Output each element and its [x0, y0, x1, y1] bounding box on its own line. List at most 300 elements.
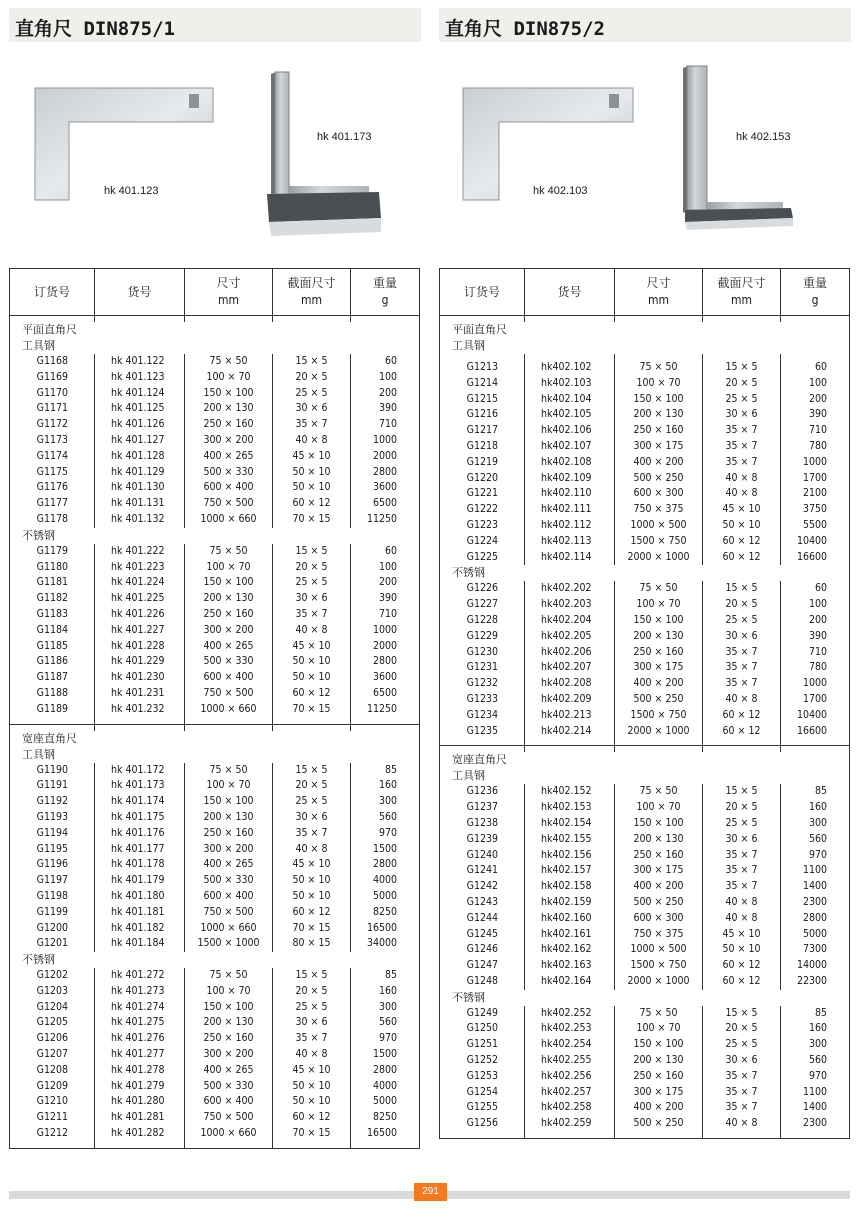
header-section: 截面尺寸 mm	[273, 269, 351, 316]
dimension: 250 × 160	[185, 607, 273, 623]
cross-section: 80 × 15	[273, 936, 351, 952]
cross-section: 30 × 6	[703, 629, 781, 645]
dimension: 200 × 130	[185, 1015, 273, 1031]
dimension: 250 × 160	[185, 417, 273, 433]
item-number: hk402.207	[525, 660, 615, 676]
item-number: hk 401.128	[95, 449, 185, 465]
cross-section: 30 × 6	[273, 1015, 351, 1031]
order-number: G1244	[440, 911, 525, 927]
order-number: G1195	[10, 842, 95, 858]
cross-section: 50 × 10	[703, 518, 781, 534]
header-size: 尺寸 mm	[615, 269, 703, 316]
cross-section: 15 × 5	[273, 544, 351, 560]
weight: 60	[384, 544, 397, 557]
item-number: hk 401.272	[95, 968, 185, 984]
cross-section: 70 × 15	[273, 1126, 351, 1142]
weight: 970	[808, 848, 827, 861]
table-row	[10, 1094, 420, 1110]
item-number: hk 401.184	[95, 936, 185, 952]
table-row	[440, 471, 850, 487]
item-number: hk402.155	[525, 832, 615, 848]
dimension: 400 × 200	[615, 1100, 703, 1116]
weight: 2000	[372, 449, 397, 462]
weight: 1000	[802, 677, 827, 690]
table-row	[10, 1047, 420, 1063]
order-number: G1222	[440, 502, 525, 518]
dimension: 75 × 50	[615, 1006, 703, 1022]
table-row	[440, 597, 850, 613]
table-row	[10, 1063, 420, 1079]
spacer-row	[440, 1132, 850, 1139]
item-number: hk 401.182	[95, 921, 185, 937]
dimension: 250 × 160	[615, 1069, 703, 1085]
order-number: G1217	[440, 423, 525, 439]
table-row	[10, 670, 420, 686]
dimension: 750 × 500	[185, 686, 273, 702]
weight: 16500	[366, 1127, 397, 1140]
table-row	[440, 832, 850, 848]
item-number: hk 401.282	[95, 1126, 185, 1142]
item-number: hk402.252	[525, 1006, 615, 1022]
cross-section: 40 × 8	[273, 842, 351, 858]
weight: 4000	[372, 874, 397, 887]
order-number: G1190	[10, 763, 95, 779]
cross-section: 45 × 10	[273, 857, 351, 873]
weight: 16600	[796, 550, 827, 563]
order-number: G1225	[440, 550, 525, 566]
weight: 60	[814, 582, 827, 595]
table-row	[440, 895, 850, 911]
table-row	[10, 1015, 420, 1031]
order-number: G1188	[10, 686, 95, 702]
weight: 85	[814, 785, 827, 798]
item-number: hk402.105	[525, 407, 615, 423]
order-number: G1187	[10, 670, 95, 686]
item-number: hk 401.180	[95, 889, 185, 905]
table-row	[10, 905, 420, 921]
item-number: hk402.162	[525, 942, 615, 958]
order-number: G1241	[440, 863, 525, 879]
table-row	[10, 1079, 420, 1095]
weight: 2800	[802, 911, 827, 924]
item-number: hk402.161	[525, 927, 615, 943]
group-title-row	[440, 990, 850, 1006]
item-number: hk 401.280	[95, 1094, 185, 1110]
item-number: hk 401.172	[95, 763, 185, 779]
order-number: G1255	[440, 1100, 525, 1116]
title-bar	[9, 8, 421, 42]
item-number: hk 401.122	[95, 354, 185, 370]
weight: 4000	[372, 1079, 397, 1092]
item-number: hk 401.130	[95, 480, 185, 496]
cross-section: 60 × 12	[703, 534, 781, 550]
order-number: G1224	[440, 534, 525, 550]
cross-section: 35 × 7	[703, 1085, 781, 1101]
item-number: hk 401.274	[95, 1000, 185, 1016]
table-row	[10, 623, 420, 639]
dimension: 250 × 160	[185, 1031, 273, 1047]
order-number: G1235	[440, 724, 525, 740]
product-photos	[439, 50, 851, 250]
weight: 710	[378, 607, 397, 620]
cross-section: 30 × 6	[703, 1053, 781, 1069]
cross-section: 20 × 5	[273, 560, 351, 576]
item-number: hk 401.123	[95, 370, 185, 386]
dimension: 500 × 330	[185, 1079, 273, 1095]
item-number: hk 401.127	[95, 433, 185, 449]
table-row	[10, 496, 420, 512]
table-row	[440, 645, 850, 661]
table-row	[10, 826, 420, 842]
cross-section: 40 × 8	[703, 911, 781, 927]
table-row	[10, 575, 420, 591]
order-number: G1193	[10, 810, 95, 826]
item-number: hk 401.279	[95, 1079, 185, 1095]
item-number: hk402.203	[525, 597, 615, 613]
order-number: G1216	[440, 407, 525, 423]
dimension: 1000 × 660	[185, 921, 273, 937]
order-number: G1208	[10, 1063, 95, 1079]
cross-section: 15 × 5	[703, 360, 781, 376]
cross-section: 30 × 6	[273, 401, 351, 417]
cross-section: 25 × 5	[273, 794, 351, 810]
cross-section: 35 × 7	[273, 826, 351, 842]
header-order: 订货号	[440, 269, 525, 316]
table-row	[440, 1085, 850, 1101]
order-number: G1230	[440, 645, 525, 661]
cross-section: 30 × 6	[273, 591, 351, 607]
table-row	[10, 889, 420, 905]
item-number: hk 401.131	[95, 496, 185, 512]
order-number: G1181	[10, 575, 95, 591]
weight: 5000	[802, 927, 827, 940]
item-number: hk402.160	[525, 911, 615, 927]
weight: 8250	[372, 905, 397, 918]
order-number: G1186	[10, 654, 95, 670]
cross-section: 35 × 7	[703, 879, 781, 895]
table-row	[10, 591, 420, 607]
item-number: hk 401.132	[95, 512, 185, 528]
group-title-row	[440, 338, 850, 354]
dimension: 100 × 70	[615, 800, 703, 816]
weight: 1700	[802, 471, 827, 484]
dimension: 300 × 175	[615, 1085, 703, 1101]
order-number: G1220	[440, 471, 525, 487]
weight: 6500	[372, 686, 397, 699]
table-row	[10, 1031, 420, 1047]
table-row	[10, 512, 420, 528]
item-number: hk 401.175	[95, 810, 185, 826]
order-number: G1240	[440, 848, 525, 864]
table-row	[440, 816, 850, 832]
item-number: hk402.164	[525, 974, 615, 990]
order-number: G1183	[10, 607, 95, 623]
table-row	[10, 763, 420, 779]
weight: 5500	[802, 518, 827, 531]
dimension: 1500 × 750	[615, 958, 703, 974]
item-number: hk402.103	[525, 376, 615, 392]
order-number: G1179	[10, 544, 95, 560]
dimension: 1500 × 750	[615, 708, 703, 724]
cross-section: 45 × 10	[703, 927, 781, 943]
section-title: 平面直角尺	[22, 323, 77, 336]
dimension: 2000 × 1000	[615, 550, 703, 566]
order-number: G1172	[10, 417, 95, 433]
item-number: hk 401.179	[95, 873, 185, 889]
weight: 8250	[372, 1111, 397, 1124]
table-row	[10, 968, 420, 984]
item-number: hk402.111	[525, 502, 615, 518]
weight: 5000	[372, 889, 397, 902]
cross-section: 50 × 10	[703, 942, 781, 958]
material-label: 工具钢	[22, 747, 55, 761]
weight: 560	[808, 1054, 827, 1067]
order-number: G1177	[10, 496, 95, 512]
dimension: 600 × 400	[185, 480, 273, 496]
order-number: G1201	[10, 936, 95, 952]
item-number: hk 401.226	[95, 607, 185, 623]
order-number: G1192	[10, 794, 95, 810]
weight: 970	[808, 1069, 827, 1082]
item-number: hk 401.275	[95, 1015, 185, 1031]
weight: 11250	[366, 512, 397, 525]
dimension: 1000 × 660	[185, 1126, 273, 1142]
dimension: 400 × 265	[185, 857, 273, 873]
dimension: 100 × 70	[185, 560, 273, 576]
weight: 85	[814, 1006, 827, 1019]
order-number: G1194	[10, 826, 95, 842]
cross-section: 50 × 10	[273, 889, 351, 905]
order-number: G1227	[440, 597, 525, 613]
table-row	[440, 958, 850, 974]
cross-section: 15 × 5	[273, 968, 351, 984]
weight: 1700	[802, 692, 827, 705]
dimension: 75 × 50	[185, 763, 273, 779]
weight: 7300	[802, 943, 827, 956]
order-number: G1229	[440, 629, 525, 645]
cross-section: 15 × 5	[273, 763, 351, 779]
weight: 16500	[366, 921, 397, 934]
cross-section: 60 × 12	[703, 974, 781, 990]
material-label: 不锈钢	[452, 566, 485, 580]
cross-section: 15 × 5	[273, 354, 351, 370]
item-number: hk 401.173	[95, 778, 185, 794]
weight: 390	[808, 629, 827, 642]
group-title-row	[440, 768, 850, 784]
item-number: hk402.112	[525, 518, 615, 534]
table-row	[10, 480, 420, 496]
table-row	[440, 1100, 850, 1116]
order-number: G1250	[440, 1021, 525, 1037]
cross-section: 40 × 8	[273, 433, 351, 449]
table-row	[440, 613, 850, 629]
weight: 1100	[802, 864, 827, 877]
weight: 300	[378, 795, 397, 808]
dimension: 300 × 175	[615, 863, 703, 879]
item-number: hk 401.231	[95, 686, 185, 702]
table-row	[10, 654, 420, 670]
dimension: 1000 × 500	[615, 942, 703, 958]
order-number: G1202	[10, 968, 95, 984]
table-row	[440, 455, 850, 471]
item-number: hk 401.222	[95, 544, 185, 560]
title-bar	[439, 8, 851, 42]
dimension: 150 × 100	[615, 816, 703, 832]
dimension: 75 × 50	[185, 354, 273, 370]
weight: 300	[808, 1038, 827, 1051]
item-number: hk 401.229	[95, 654, 185, 670]
table-row	[440, 863, 850, 879]
order-number: G1212	[10, 1126, 95, 1142]
table-row	[10, 560, 420, 576]
dimension: 1500 × 750	[615, 534, 703, 550]
material-label: 工具钢	[452, 769, 485, 783]
cross-section: 40 × 8	[703, 692, 781, 708]
order-number: G1233	[440, 692, 525, 708]
dimension: 100 × 70	[185, 778, 273, 794]
table-row	[10, 702, 420, 718]
order-number: G1214	[440, 376, 525, 392]
item-number: hk402.206	[525, 645, 615, 661]
cross-section: 50 × 10	[273, 670, 351, 686]
table-row	[440, 1037, 850, 1053]
order-number: G1196	[10, 857, 95, 873]
weight: 200	[808, 613, 827, 626]
cross-section: 45 × 10	[273, 1063, 351, 1079]
cross-section: 30 × 6	[703, 832, 781, 848]
item-number: hk 401.124	[95, 386, 185, 402]
cross-section: 50 × 10	[273, 465, 351, 481]
order-number: G1170	[10, 386, 95, 402]
dimension: 2000 × 1000	[615, 974, 703, 990]
order-number: G1226	[440, 581, 525, 597]
table-row	[10, 984, 420, 1000]
order-number: G1185	[10, 639, 95, 655]
table-row	[10, 607, 420, 623]
table-row	[10, 842, 420, 858]
item-number: hk402.102	[525, 360, 615, 376]
weight: 100	[378, 370, 397, 383]
item-number: hk402.159	[525, 895, 615, 911]
table-row	[10, 921, 420, 937]
item-number: hk402.202	[525, 581, 615, 597]
cross-section: 40 × 8	[703, 895, 781, 911]
dimension: 75 × 50	[615, 581, 703, 597]
table-header-row	[10, 269, 420, 316]
cross-section: 35 × 7	[703, 1100, 781, 1116]
table-row	[10, 1126, 420, 1142]
material-label: 工具钢	[452, 339, 485, 352]
weight: 10400	[796, 534, 827, 547]
order-number: G1237	[440, 800, 525, 816]
order-number: G1215	[440, 392, 525, 408]
item-number: hk402.204	[525, 613, 615, 629]
cross-section: 40 × 8	[703, 471, 781, 487]
table-row	[440, 942, 850, 958]
material-label: 工具钢	[22, 339, 55, 352]
cross-section: 50 × 10	[273, 480, 351, 496]
table-row	[440, 1053, 850, 1069]
dimension: 75 × 50	[185, 544, 273, 560]
item-number: hk 401.281	[95, 1110, 185, 1126]
dimension: 250 × 160	[615, 848, 703, 864]
dimension: 600 × 400	[185, 889, 273, 905]
material-label: 不锈钢	[452, 990, 485, 1004]
item-number: hk402.208	[525, 676, 615, 692]
item-number: hk402.209	[525, 692, 615, 708]
dimension: 150 × 100	[615, 392, 703, 408]
table-row	[440, 360, 850, 376]
order-number: G1182	[10, 591, 95, 607]
section-title-row	[440, 322, 850, 338]
order-number: G1245	[440, 927, 525, 943]
cross-section: 25 × 5	[273, 386, 351, 402]
weight: 200	[378, 386, 397, 399]
cross-section: 25 × 5	[703, 816, 781, 832]
cross-section: 40 × 8	[273, 1047, 351, 1063]
cross-section: 15 × 5	[703, 784, 781, 800]
weight: 3600	[372, 671, 397, 684]
order-number: G1199	[10, 905, 95, 921]
cross-section: 25 × 5	[273, 1000, 351, 1016]
dimension: 150 × 100	[615, 1037, 703, 1053]
weight: 780	[808, 439, 827, 452]
cross-section: 60 × 12	[273, 1110, 351, 1126]
group-title-row	[440, 565, 850, 581]
cross-section: 60 × 12	[273, 905, 351, 921]
dimension: 250 × 160	[185, 826, 273, 842]
order-number: G1218	[440, 439, 525, 455]
table-row	[10, 449, 420, 465]
order-number: G1207	[10, 1047, 95, 1063]
weight: 710	[808, 424, 827, 437]
table-row	[440, 629, 850, 645]
dimension: 100 × 70	[615, 376, 703, 392]
weight: 1500	[372, 1048, 397, 1061]
weight: 710	[378, 418, 397, 431]
dimension: 750 × 500	[185, 1110, 273, 1126]
weight: 100	[808, 376, 827, 389]
item-number: hk 401.276	[95, 1031, 185, 1047]
cross-section: 20 × 5	[273, 984, 351, 1000]
table-row	[10, 810, 420, 826]
dimension: 150 × 100	[185, 386, 273, 402]
table-row	[440, 581, 850, 597]
item-number: hk 401.181	[95, 905, 185, 921]
cross-section: 30 × 6	[273, 810, 351, 826]
item-number: hk402.255	[525, 1053, 615, 1069]
item-number: hk402.107	[525, 439, 615, 455]
group-title-row	[10, 338, 420, 354]
weight: 60	[814, 361, 827, 373]
cross-section: 35 × 7	[703, 848, 781, 864]
cross-section: 15 × 5	[703, 1006, 781, 1022]
item-number: hk 401.278	[95, 1063, 185, 1079]
cross-section: 70 × 15	[273, 921, 351, 937]
table-header-row	[440, 269, 850, 316]
spec-table-left	[9, 268, 420, 1149]
dimension: 75 × 50	[185, 968, 273, 984]
spec-table-right	[439, 268, 850, 1139]
item-number: hk 401.230	[95, 670, 185, 686]
item-number: hk 401.174	[95, 794, 185, 810]
order-number: G1191	[10, 778, 95, 794]
cross-section: 25 × 5	[273, 575, 351, 591]
dimension: 600 × 400	[185, 1094, 273, 1110]
weight: 85	[384, 969, 397, 982]
item-number: hk402.113	[525, 534, 615, 550]
table-row	[440, 724, 850, 740]
